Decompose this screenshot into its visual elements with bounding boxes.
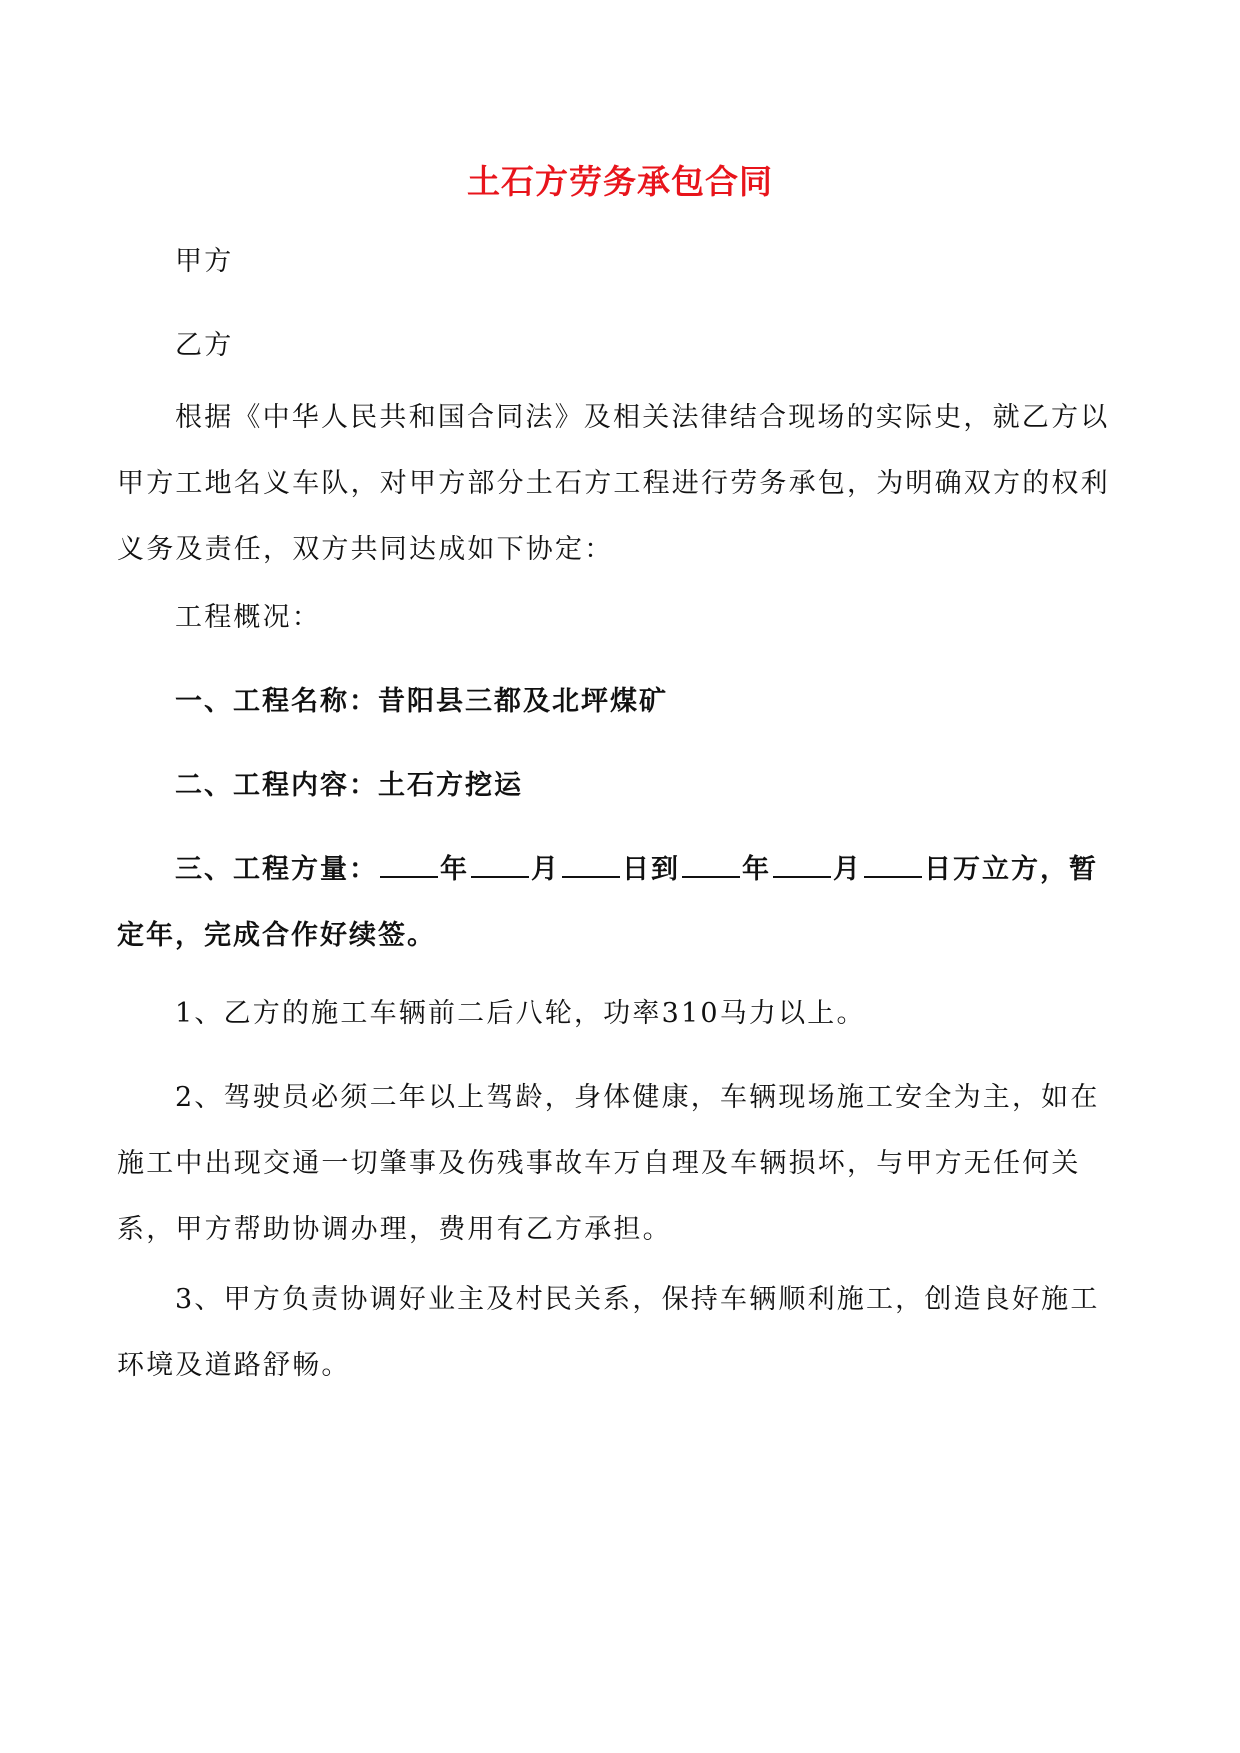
- volume-suffix: 年，完成合作好续签。: [146, 920, 436, 951]
- label-month-1: 月: [531, 854, 560, 885]
- label-month-2: 月: [833, 854, 862, 885]
- label-year-2: 年: [742, 854, 771, 885]
- label-day-end: 日万立方，暂定: [117, 854, 1098, 951]
- blank-start-year[interactable]: [380, 850, 438, 878]
- blank-end-day[interactable]: [864, 850, 922, 878]
- blank-start-month[interactable]: [471, 850, 529, 878]
- blank-end-year[interactable]: [682, 850, 740, 878]
- clause-3: 3、甲方负责协调好业主及村民关系，保持车辆顺利施工，创造良好施工环境及道路舒畅。: [117, 1284, 1100, 1381]
- clause-1: 1、乙方的施工车辆前二后八轮，功率310马力以上。: [175, 998, 866, 1029]
- item-project-volume: [117, 837, 1117, 969]
- overview-heading: 工程概况：: [175, 602, 321, 633]
- label-year-1: 年: [440, 854, 469, 885]
- document-title: 土石方劳务承包合同: [467, 162, 773, 201]
- preamble-paragraph: 根据《中华人民共和国合同法》及相关法律结合现场的实际史，就乙方以甲方工地名义车队，对甲方部分土石方工程进行劳务承包，为明确双方的权利义务及责任，双方共同达成如下协定：: [117, 402, 1110, 565]
- party-b-label: 乙方: [175, 330, 234, 361]
- item-project-name: 一、工程名称：昔阳县三都及北坪煤矿: [175, 686, 668, 717]
- blank-end-month[interactable]: [773, 850, 831, 878]
- blank-start-day[interactable]: [562, 850, 620, 878]
- party-a-label: 甲方: [175, 246, 234, 277]
- clause-2: 2、驾驶员必须二年以上驾龄，身体健康，车辆现场施工安全为主，如在施工中出现交通一切肇事及伤残事故车万自理及车辆损坏，与甲方无任何关系，甲方帮助协调办理，费用有乙方承担。: [117, 1082, 1100, 1245]
- item-project-content: 二、工程内容：土石方挖运: [175, 770, 523, 801]
- label-day-to: 日到: [622, 854, 680, 885]
- volume-prefix: 三、工程方量：: [175, 854, 378, 885]
